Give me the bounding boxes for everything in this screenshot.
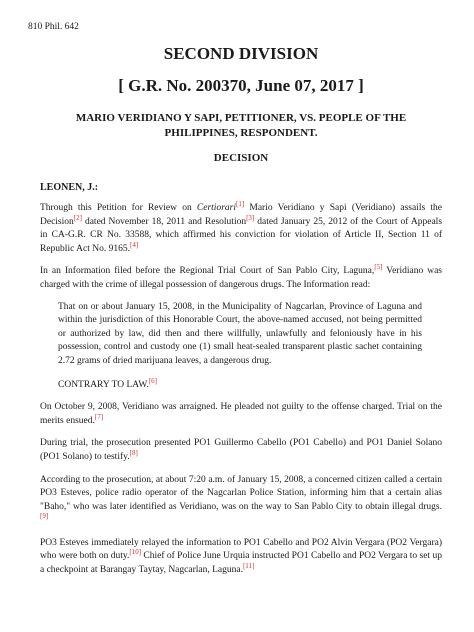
case-parties: MARIO VERIDIANO Y SAPI, PETITIONER, VS. PEOPLE OF THE PHILIPPINES, RESPONDENT. bbox=[75, 112, 407, 139]
paragraph-1 bbox=[40, 199, 443, 256]
footnote-link-5[interactable]: [5] bbox=[374, 263, 383, 272]
division-heading: SECOND DIVISION bbox=[163, 44, 319, 63]
paragraph-3 bbox=[40, 401, 442, 428]
footnote-link-2[interactable]: [2] bbox=[73, 213, 82, 222]
paragraph-2 bbox=[40, 265, 442, 292]
footnote-link-11[interactable]: [11] bbox=[242, 561, 255, 570]
decision-heading: DECISION bbox=[213, 152, 269, 164]
footnote-link-7[interactable]: [7] bbox=[94, 412, 104, 421]
paragraph-text: During trial, the prosecution presented PO1 Guillermo Cabello (PO1 Cabello) and PO1 Daniel Solano (PO1 Solano) to testify. bbox=[40, 438, 442, 462]
paragraph-text: Veridiano was charged with the crime of illegal possession of dangerous drugs. The Information read: bbox=[40, 266, 442, 290]
paragraph-text: dated January 25, 2012 of the Court of Appeals in CA-G.R. CR No. 33588, which affirmed his conviction for violation of Article II, Section 11 of Republic Act No. 9165. bbox=[40, 216, 443, 254]
paragraph-4 bbox=[40, 437, 442, 464]
paragraph-text: Through this Petition for Review on bbox=[40, 203, 197, 213]
paragraph-text: PO3 Esteves immediately relayed the information to PO1 Cabello and PO2 Alvin Vergara (PO2 Vergara) who were both on duty. bbox=[40, 537, 442, 562]
footnote-link-1[interactable]: [1] bbox=[235, 199, 245, 208]
paragraph-text: Mario Veridiano y Sapi (Veridiano) assails the Decision bbox=[40, 203, 442, 227]
footnote-link-6[interactable]: [6] bbox=[148, 376, 157, 385]
report-citation: 810 Phil. 642 bbox=[28, 22, 79, 32]
footnote-link-9[interactable]: [9] bbox=[40, 512, 49, 521]
footnote-link-10[interactable]: [10] bbox=[129, 548, 142, 557]
paragraph-5 bbox=[40, 474, 442, 528]
paragraph-text: According to the prosecution, at about 7:20 a.m. of January 15, 2008, a concerned citizen called a certain PO3 Esteves, police radio operator of the Nagcarlan Police Station, informing him that a certain alias "Baho," who was later identified as Veridiano, was on the way to San Pablo City to obtain illegal drugs. bbox=[40, 474, 442, 512]
closing-text: CONTRARY TO LAW. bbox=[58, 379, 149, 390]
paragraph-text: Chief of Police June Urquia instructed PO1 Cabello and PO2 Vergara to set up a checkpoint at Barangay Taytay, Nagcarlan, Laguna. bbox=[40, 551, 442, 576]
italic-term: Certiorari bbox=[196, 203, 236, 213]
paragraph-text: dated November 18, 2011 and Resolution bbox=[81, 216, 247, 227]
ponente: LEONEN, J.: bbox=[40, 182, 99, 193]
case-number-heading: [ G.R. No. 200370, June 07, 2017 ] bbox=[118, 76, 364, 95]
footnote-link-3[interactable]: [3] bbox=[246, 213, 255, 222]
quote-closing bbox=[58, 376, 442, 393]
paragraph-text: In an Information filed before the Regional Trial Court of San Pablo City, Laguna, bbox=[40, 266, 375, 277]
footnote-link-4[interactable]: [4] bbox=[129, 240, 139, 249]
footnote-link-8[interactable]: [8] bbox=[129, 448, 138, 457]
paragraph-text: On October 9, 2008, Veridiano was arraigned. He pleaded not guilty to the offense charged. Trial on the merits ensued. bbox=[40, 402, 442, 426]
information-quote: That on or about January 15, 2008, in the Municipality of Nagcarlan, Province of Laguna and within the jurisdiction of this Honorable Court, the above-named accused, not being permitted or authorized by law, did then and there willfully, unlawfully and feloniously have in his possession, control and custody one (1) small heat-sealed transparent plastic sachet containing 2.72 grams of dried marijuana leaves, a dangerous drug. bbox=[58, 301, 422, 366]
paragraph-6 bbox=[40, 537, 442, 578]
